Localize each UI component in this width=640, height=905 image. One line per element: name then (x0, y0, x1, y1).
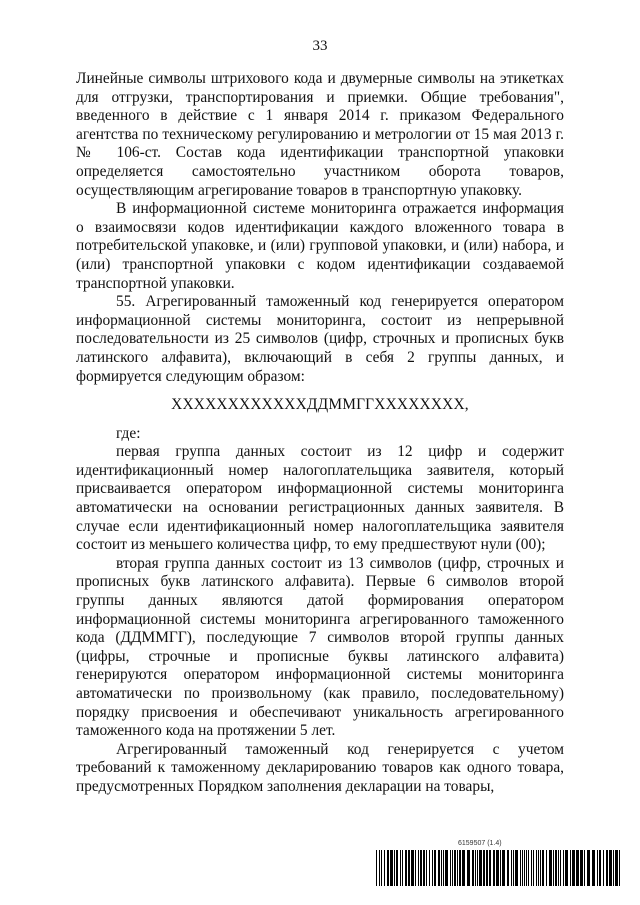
paragraph-4: первая группа данных состоит из 12 цифр и содержит идентификационный номер налогоплательщика заявителя, который присваивается оператором информационной системы мониторинга автоматически на основании регистрационных данных заявителя. В случае если идентификационный номер налогоплательщика заявителя состоит из меньшего количества цифр, то ему предшествуют нули (00); (76, 443, 564, 554)
paragraph-1: Линейные символы штрихового кода и двумерные символы на этикетках для отгрузки, транспортирования и приемки. Общие требования", введенного в действие с 1 января 2014 г. приказом Федерального агентства по техническому регулированию и метрологии от 15 мая 2013 г. № 106-ст. Состав кода идентификации транспортной упаковки определяется самостоятельно участником оборота товаров, осуществляющим агрегирование товаров в транспортную упаковку. (76, 70, 564, 199)
paragraph-5: вторая группа данных состоит из 13 символов (цифр, строчных и прописных букв латинского алфавита). Первые 6 символов второй группы данных являются датой формирования оператором информационной системы мониторинга агрегированного таможенного кода (ДДММГГ), последующие 7 символов второй группы данных (цифры, строчные и прописные буквы латинского алфавита) генерируются оператором информационной системы мониторинга автоматически по произвольному (как правило, последовательному) порядку присвоения и обеспечивают уникальность агрегированного таможенного кода на протяжении 5 лет. (76, 554, 564, 740)
barcode-icon (376, 850, 620, 886)
paragraph-6: Агрегированный таможенный код генерируется с учетом требований к таможенному декларированию товаров как одного товара, предусмотренных Порядком заполнения декларации на товары, (76, 740, 564, 795)
body-text (76, 70, 564, 797)
where-label: где: (116, 424, 141, 442)
paragraph-2: В информационной системе мониторинга отражается информация о взаимосвязи кодов идентификации каждого вложенного товара в потребительской упаковке, и (или) групповой упаковки, и (или) набора, и (или) транспортной упаковки с кодом идентификации создаваемой транспортной упаковки. (76, 200, 564, 292)
page-number: 33 (312, 38, 328, 54)
document-stamp: 6159507 (1.4) (458, 840, 502, 847)
code-formula: XXXXXXXXXXXXДДММГГXXXXXXXX, (171, 396, 469, 414)
paragraph-3: 55. Агрегированный таможенный код генерируется оператором информационной системы мониторинга, состоит из непрерывной последовательности из 25 символов (цифр, строчных и прописных букв латинского алфавита), включающий в себя 2 группы данных, и формируется следующим образом: (76, 293, 564, 385)
